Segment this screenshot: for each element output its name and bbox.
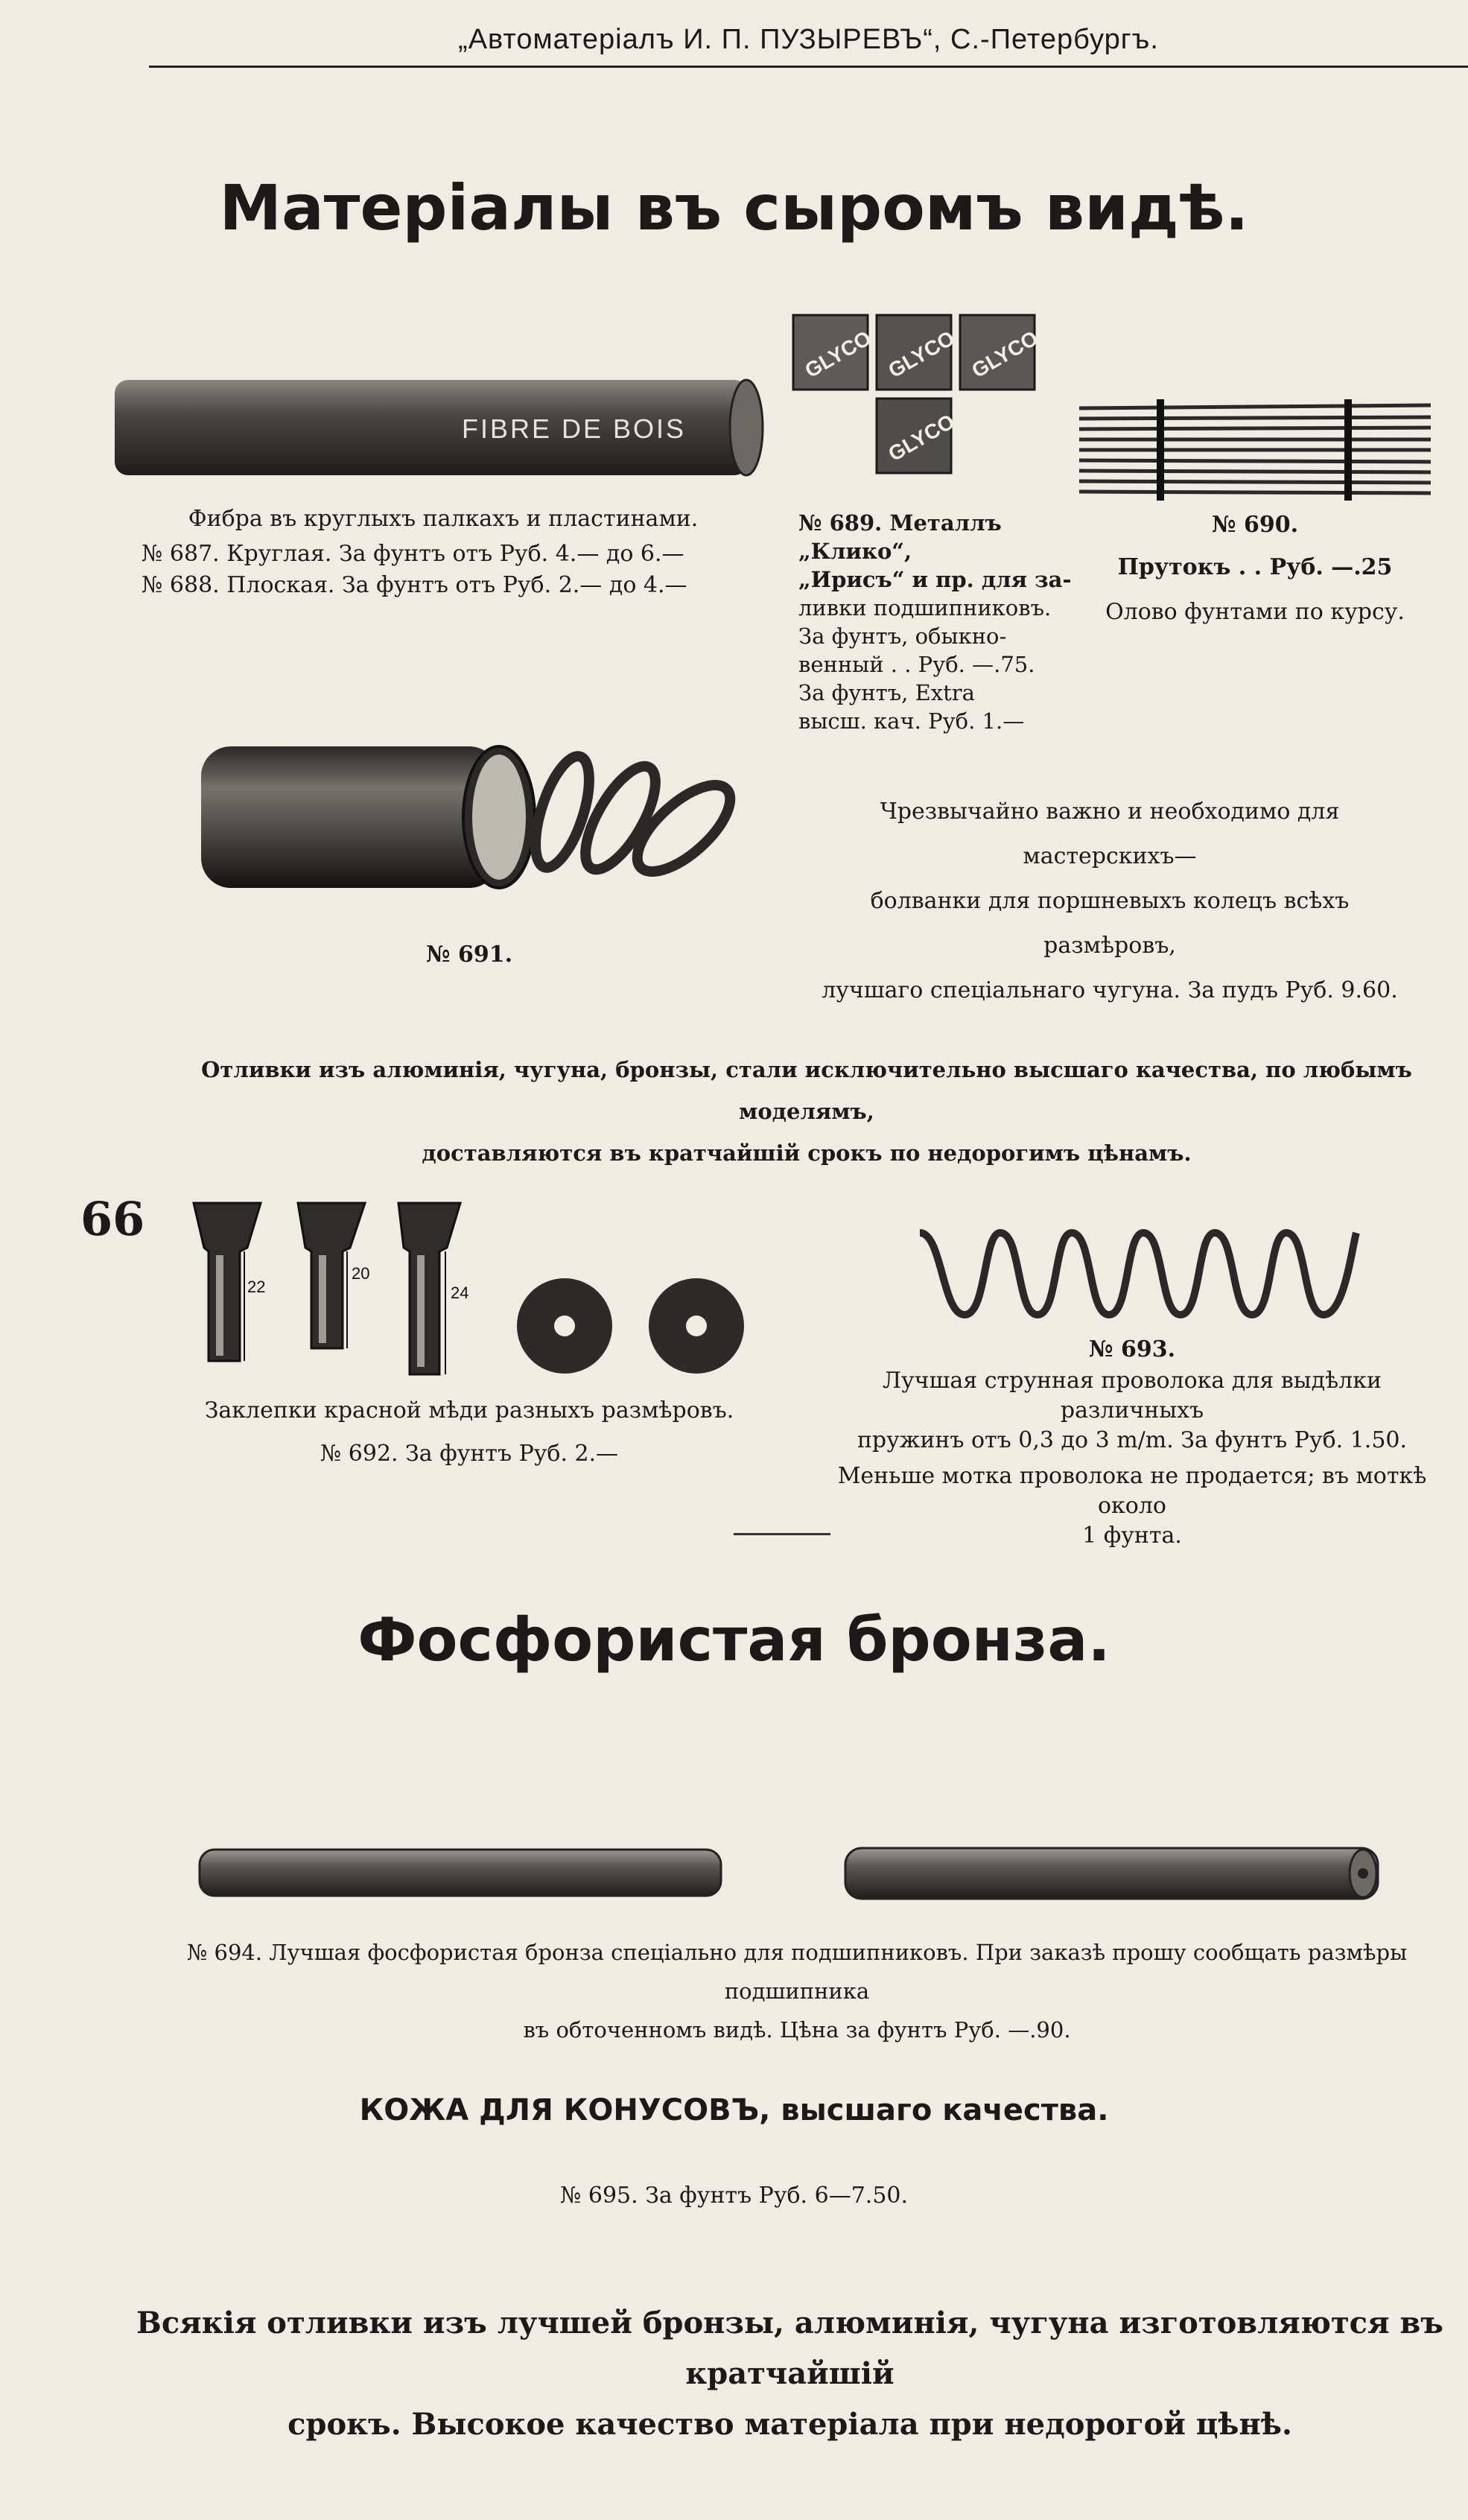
glyco-line-7: высш. кач. Руб. 1.— — [798, 708, 1025, 734]
bronze-line-1: № 694. Лучшая фосфористая бронза спеціально для подшипниковъ. При заказѣ прошу сообщать размѣры подшипника — [186, 1940, 1408, 2004]
rivet-size-24: 24 — [451, 1283, 469, 1302]
rings-number: № 691. — [425, 942, 513, 968]
glyco-line-1: № 689. Металлъ „Клико“, — [798, 510, 1002, 564]
rings-line-3: лучшаго спеціальнаго чугуна. За пудъ Руб. 9.60. — [822, 977, 1398, 1003]
spring-line-2: пружинъ отъ 0,3 до 3 m/m. За фунтъ Руб. 1.50. — [857, 1427, 1408, 1453]
spring-text — [819, 1366, 1445, 1551]
spring-wire-image — [912, 1218, 1359, 1330]
glyco-text-1: GLYCO — [801, 326, 875, 383]
spring-line-3: Меньше мотка проволока не продается; въ моткѣ около — [837, 1463, 1427, 1519]
tin-price-line — [1076, 551, 1434, 584]
glyco-text-3: GLYCO — [967, 326, 1042, 383]
bronze-line-2: въ обточенномъ видѣ. Цѣна за фунтъ Руб. —.90. — [523, 2017, 1071, 2043]
spring-number: № 693. — [1088, 1336, 1176, 1362]
fibre-line-687: № 687. Круглая. За фунтъ отъ Руб. 4.— до 6.— — [142, 541, 684, 567]
spring-line-4: 1 фунта. — [1082, 1523, 1182, 1549]
tin-number: № 690. — [1211, 512, 1299, 538]
tin-rod-bundle-image — [1076, 395, 1434, 507]
bronze-text — [134, 1933, 1460, 2049]
leather-price: № 695. За фунтъ Руб. 6—7.50. — [559, 2183, 909, 2209]
castings-notice — [145, 1049, 1468, 1174]
rivet-size-20: 20 — [352, 1264, 370, 1283]
piston-ring-blank-image — [186, 730, 752, 909]
tin-price: Прутокъ . . Руб. —.25 — [1117, 554, 1393, 580]
fibre-line-688: № 688. Плоская. За фунтъ отъ Руб. 2.— до 4.— — [142, 572, 687, 598]
glyco-text-2: GLYCO — [884, 326, 959, 383]
spring-line-1: Лучшая струнная проволока для выдѣлки различныхъ — [883, 1368, 1382, 1424]
rivets-caption: Заклепки красной мѣди разныхъ размѣровъ. — [204, 1397, 734, 1424]
castings-line-1: Отливки изъ алюминія, чугуна, бронзы, стали исключительно высшаго качества, по любымъ моделямъ, — [201, 1057, 1412, 1124]
rivet-size-22: 22 — [247, 1278, 266, 1296]
page-header: „Автоматеріалъ И. П. ПУЗЫРЕВЪ“, С.-Петербургъ. — [149, 13, 1468, 68]
fibre-rod-image — [112, 372, 775, 484]
glyco-line-5: венный . . Руб. —.75. — [798, 652, 1035, 677]
rings-line-2: болванки для поршневыхъ колецъ всѣхъ размѣровъ, — [870, 888, 1350, 959]
copper-rivets-image — [194, 1196, 760, 1382]
footer-line-1: Всякія отливки изъ лучшей бронзы, алюминія, чугуна изготовляются въ кратчайшій — [136, 2305, 1443, 2391]
glyco-line-3: ливки подшипниковъ. — [798, 595, 1052, 621]
glyco-blocks-image — [793, 313, 1054, 484]
fibre-rod-label: FIBRE DE BOIS — [462, 413, 687, 444]
tin-note: Олово фунтами по курсу. — [1105, 599, 1405, 625]
bronze-rods-image — [194, 1844, 1385, 1911]
section-title-phosphor-bronze: Фосфористая бронза. — [358, 1605, 1110, 1675]
glyco-line-2: „Ирисъ“ и пр. для за- — [798, 567, 1072, 592]
rings-text — [804, 790, 1415, 1013]
footer-line-2: срокъ. Высокое качество матеріала при недорогой цѣнѣ. — [287, 2407, 1292, 2442]
section-divider — [734, 1533, 830, 1535]
rivets-price: № 692. За фунтъ Руб. 2.— — [320, 1441, 619, 1467]
glyco-text-block — [798, 509, 1111, 735]
glyco-line-6: За фунтъ, Extra — [798, 680, 975, 705]
castings-line-2: доставляются въ кратчайшій срокъ по недорогимъ цѣнамъ. — [422, 1140, 1192, 1166]
glyco-text-4: GLYCO — [884, 409, 959, 466]
section-title-materials: Матеріалы въ сыромъ видѣ. — [219, 171, 1249, 244]
rings-line-1: Чрезвычайно важно и необходимо для мастерскихъ— — [880, 799, 1340, 869]
section-title-leather: КОЖА ДЛЯ КОНУСОВЪ, высшаго качества. — [359, 2093, 1109, 2127]
footer-notice — [112, 2298, 1468, 2450]
page-number: 66 — [80, 1192, 145, 1246]
fibre-caption: Фибра въ круглыхъ палкахъ и пластинами. — [188, 506, 699, 532]
glyco-line-4: За фунтъ, обыкно- — [798, 623, 1007, 649]
